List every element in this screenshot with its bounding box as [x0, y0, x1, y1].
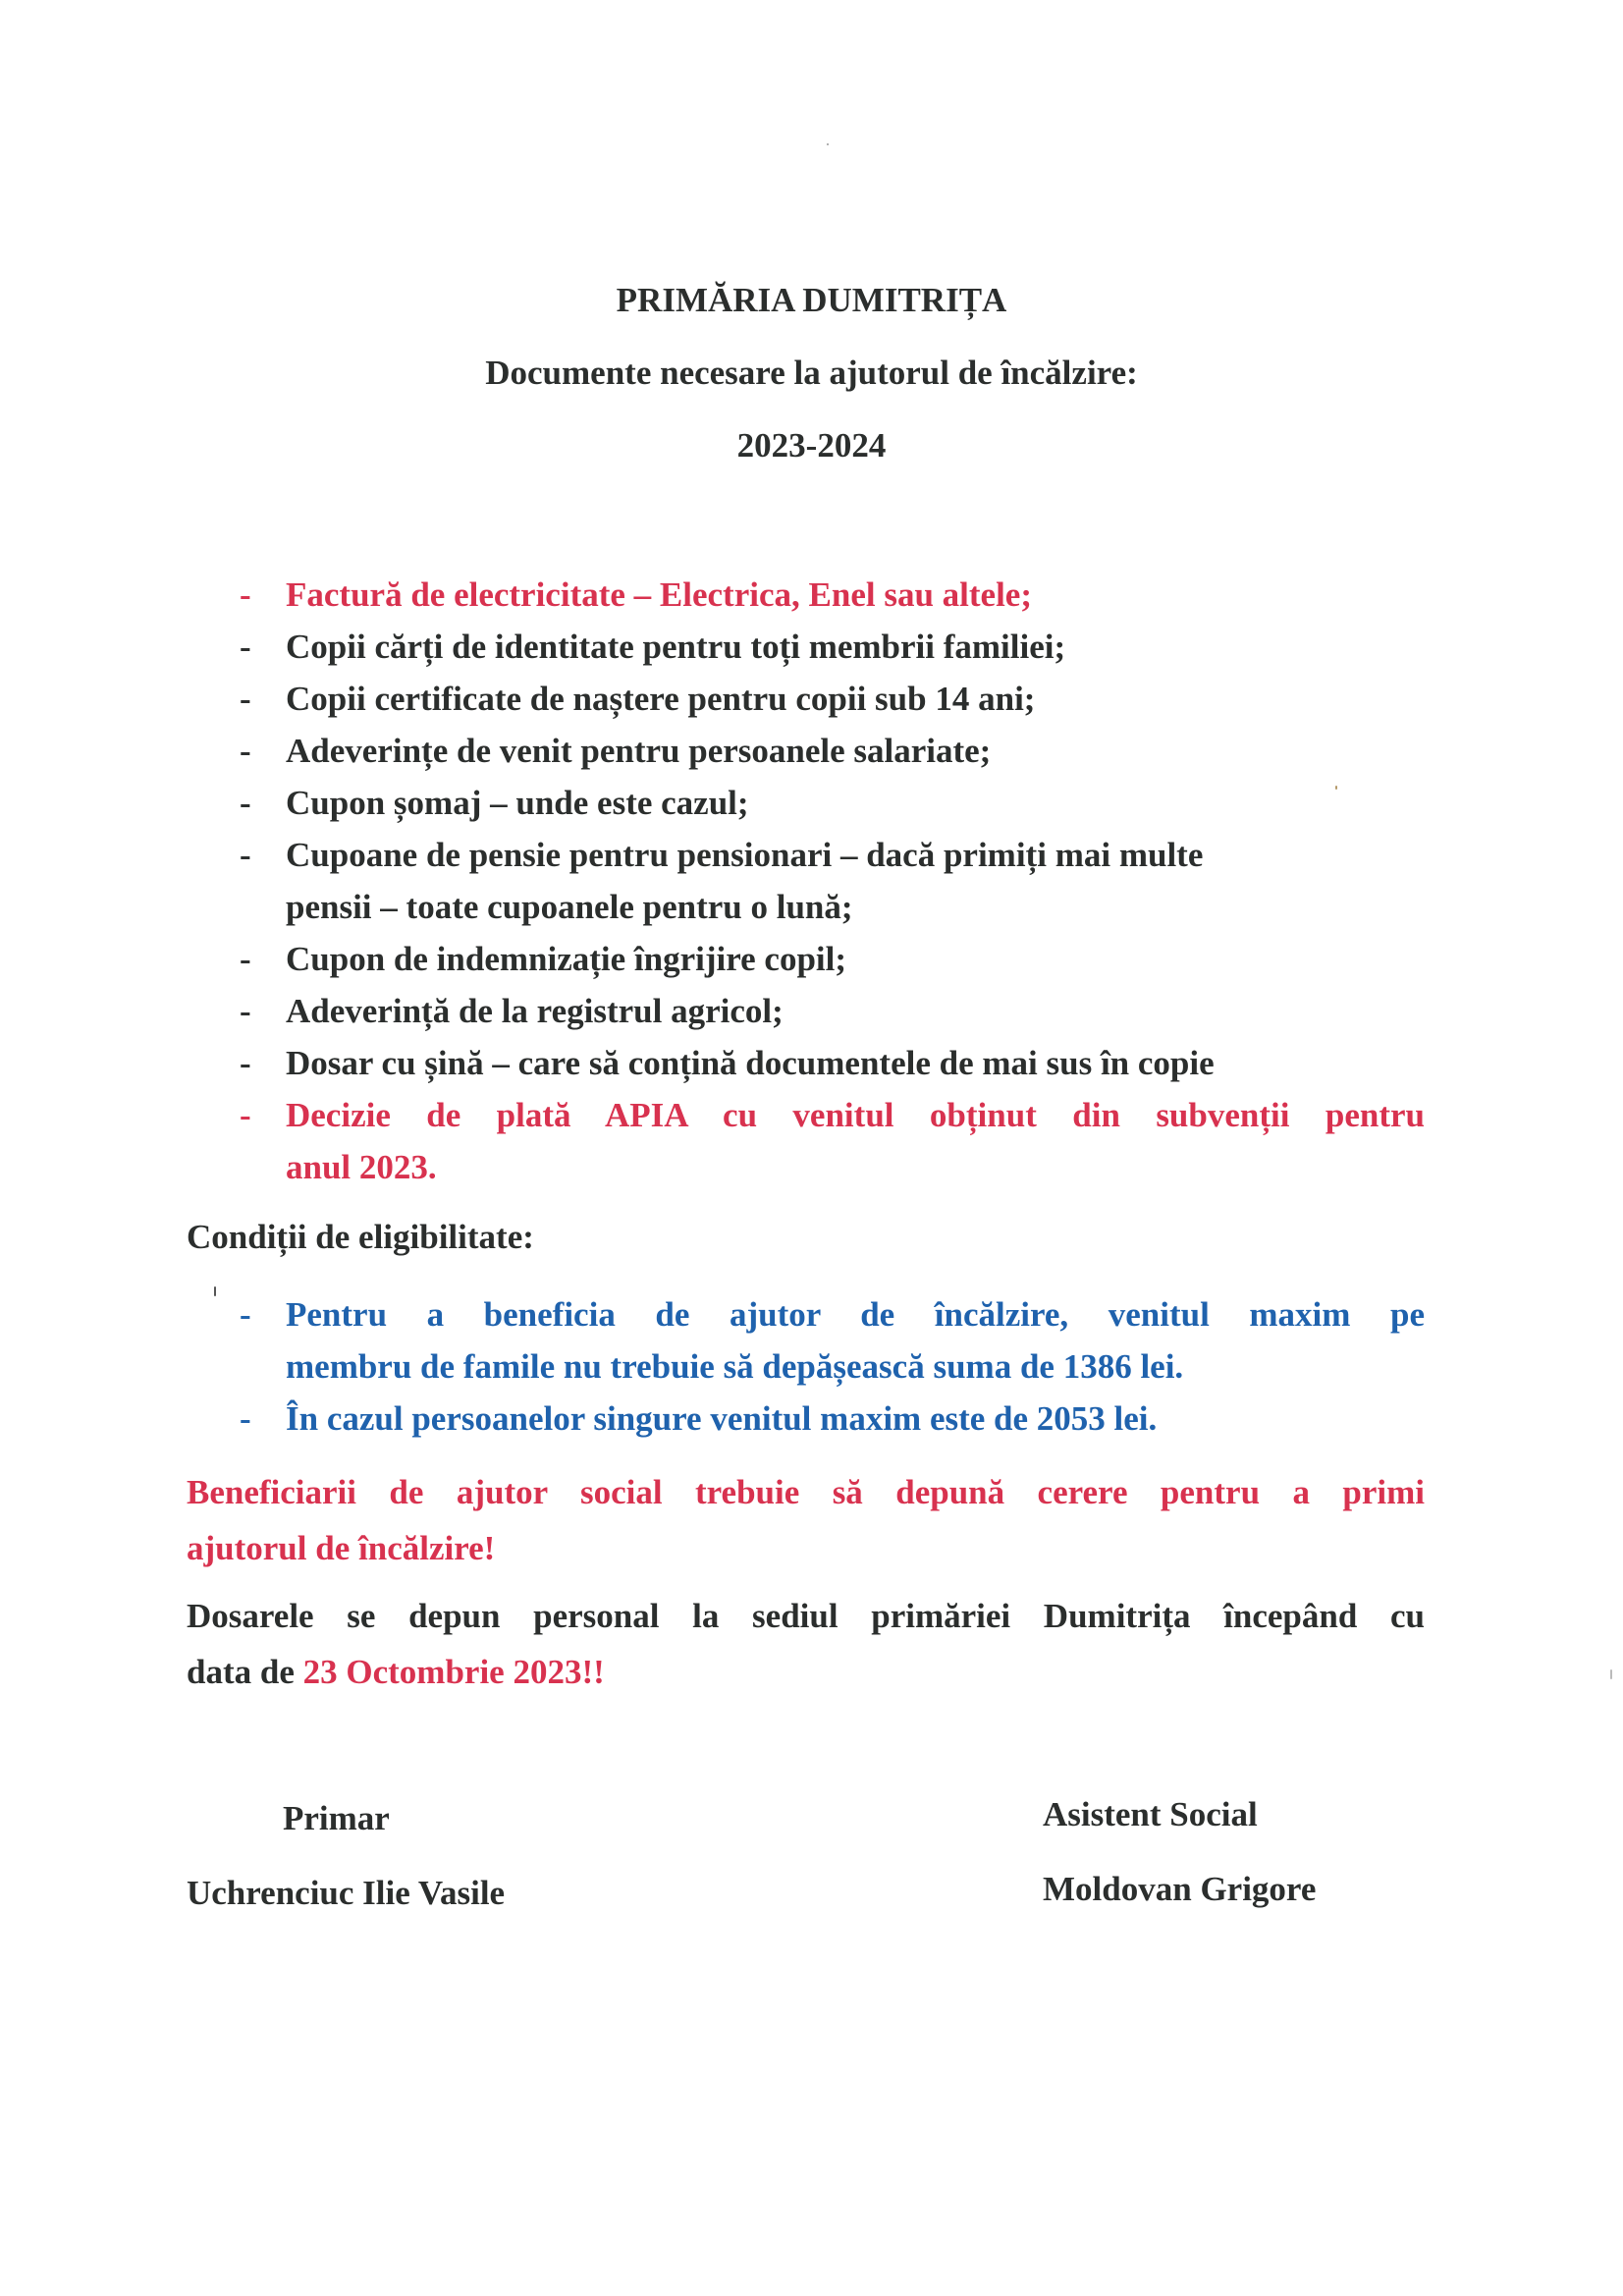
item-text: În cazul persoanelor singure venitul maxim este de 2053 lei.: [286, 1399, 1158, 1438]
item-text: Cupon șomaj – unde este cazul;: [286, 784, 749, 822]
submission-date: 23 Octombrie 2023!!: [302, 1653, 605, 1691]
social-worker-name: Moldovan Grigore: [1043, 1870, 1317, 1908]
bullet-dash: -: [240, 575, 251, 614]
item-text-continued: anul 2023.: [286, 1148, 437, 1186]
item-text: Adeverințe de venit pentru persoanele salariate;: [286, 732, 992, 770]
item-text: Cupon de indemnizație îngrijire copil;: [286, 940, 847, 978]
bullet-dash: -: [240, 784, 251, 822]
notice-line: ajutorul de încălzire!: [187, 1529, 496, 1567]
bullet-dash: -: [240, 628, 251, 666]
item-text-continued: membru de famile nu trebuie să depășească suma de 1386 lei.: [286, 1347, 1184, 1386]
item-text: Cupoane de pensie pentru pensionari – dacă primiți mai multe: [286, 836, 1204, 874]
notice-line: Beneficiarii de ajutor social trebuie să depună cerere pentru a primi: [187, 1473, 1425, 1511]
social-worker-role: Asistent Social: [1043, 1795, 1258, 1833]
bullet-dash: -: [240, 940, 251, 978]
item-text: Adeverință de la registrul agricol;: [286, 992, 784, 1030]
item-text: Pentru a beneficia de ajutor de încălzire, venitul maxim pe: [286, 1295, 1425, 1334]
bullet-dash: -: [240, 1399, 251, 1438]
scan-speck: [1610, 1669, 1612, 1679]
item-text: Dosar cu șină – care să conțină documentele de mai sus în copie: [286, 1044, 1215, 1082]
eligibility-heading: Condiții de eligibilitate:: [187, 1218, 534, 1256]
institution-title: PRIMĂRIA DUMITRIȚA: [616, 281, 1007, 319]
bullet-dash: -: [240, 836, 251, 874]
item-text: Factură de electricitate – Electrica, Enel sau altele;: [286, 575, 1032, 614]
scan-speck: [827, 143, 829, 145]
item-text: Copii certificate de naștere pentru copii sub 14 ani;: [286, 680, 1036, 718]
bullet-dash: -: [240, 680, 251, 718]
submission-prefix: data de: [187, 1653, 303, 1691]
mayor-role: Primar: [283, 1799, 390, 1837]
bullet-dash: -: [240, 1044, 251, 1082]
scan-speck: [214, 1286, 216, 1296]
bullet-dash: -: [240, 1295, 251, 1334]
submission-line: Dosarele se depun personal la sediul primăriei Dumitrița începând cu: [187, 1597, 1425, 1635]
bullet-dash: -: [240, 992, 251, 1030]
submission-line-2: [187, 1653, 605, 1692]
scan-speck: [1335, 786, 1337, 790]
bullet-dash: -: [240, 1096, 251, 1134]
mayor-name: Uchrenciuc Ilie Vasile: [187, 1874, 506, 1912]
period: 2023-2024: [736, 426, 887, 465]
item-text-continued: pensii – toate cupoanele pentru o lună;: [286, 888, 853, 926]
document-subtitle: Documente necesare la ajutorul de încălzire:: [485, 354, 1138, 392]
item-text: Decizie de plată APIA cu venitul obținut din subvenții pentru: [286, 1096, 1425, 1134]
item-text: Copii cărți de identitate pentru toți membrii familiei;: [286, 628, 1066, 666]
bullet-dash: -: [240, 732, 251, 770]
